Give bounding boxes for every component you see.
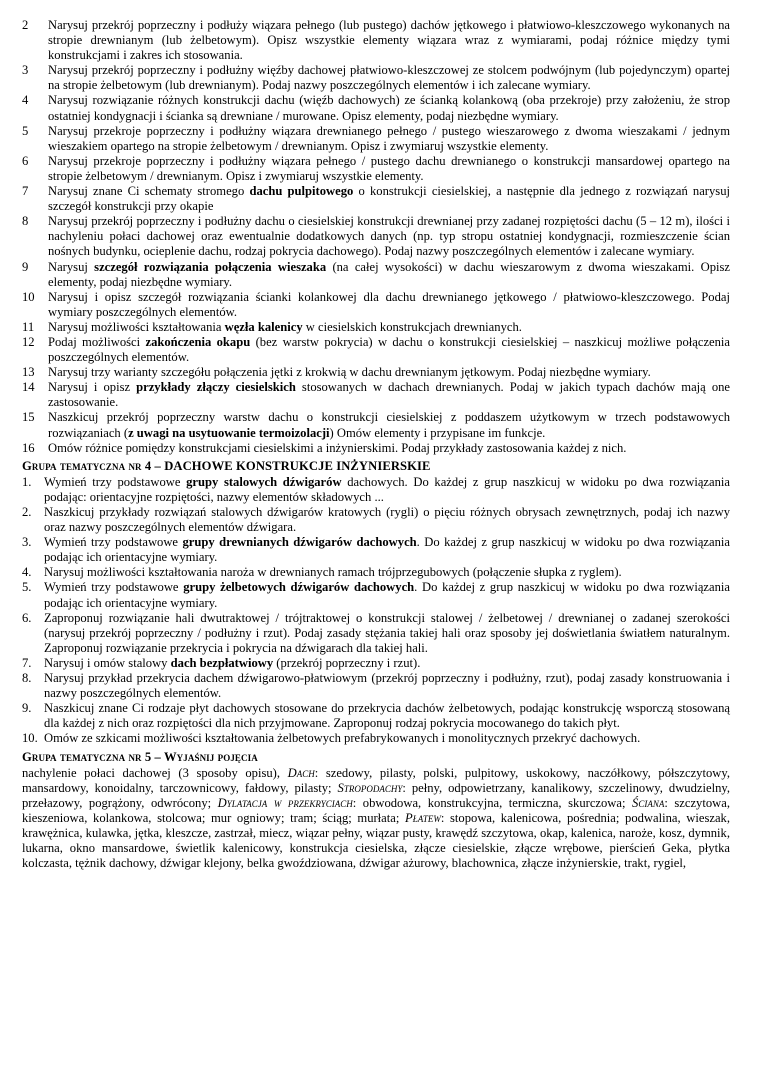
body-text: Narysuj przekrój poprzeczny i podłużny więźby dachowej płatwiowo-kleszczowej ze stolcem podwójnym (lub pojedynczym) opartej na stropie żelbetowym (lub drewnianym). Podaj nazwy poszczególnych elementów i ich zalecane wymiary. xyxy=(48,63,730,93)
emphasis-text: dachu pulpitowego xyxy=(249,184,354,199)
group4-heading xyxy=(22,459,730,474)
body-text: Naszkicuj przekrój poprzeczny warstw dachu o konstrukcji ciesielskiej z poddaszem użytkowym w trzech podstawowych rozwiązaniach ( xyxy=(48,410,730,440)
question-item xyxy=(22,93,730,123)
item-text xyxy=(48,154,730,184)
question-item xyxy=(22,410,730,440)
item-number: 3 xyxy=(22,63,29,78)
body-text: Narysuj i opisz xyxy=(48,380,137,395)
question-list-continued xyxy=(22,18,730,456)
body-text: Narysuj i omów stalowy xyxy=(44,655,171,670)
item-text xyxy=(44,505,730,535)
body-text: . Do każdej z grup naszkicuj w widoku po dwa rozwiązania podając ich orientacyjne wymiary. xyxy=(44,580,730,610)
body-text: Naszkicuj znane Ci rodzaje płyt dachowych stosowane do przekrycia dachów żelbetowych, podając konstrukcję wsporczą stosowaną dla każdej z nich oraz rozpiętości dla nich przyjmowane. Zaproponuj rodzaj pokrycia mocowanego do takich płyt. xyxy=(44,701,730,731)
item-number: 11 xyxy=(22,319,35,334)
body-text: stosowanych w dachach drewnianych. Podaj w jakich typach dachów mają one zastosowanie. xyxy=(48,380,731,410)
group4-question-item xyxy=(22,611,730,656)
question-item xyxy=(22,63,730,93)
body-text: Naszkicuj przykłady rozwiązań stalowych dźwigarów kratowych (rygli) o pięciu różnych obrysach zewnętrznych, podaj ich nazwy oraz nazwy poszczególnych elementów dźwigara. xyxy=(44,505,730,535)
item-number: 6. xyxy=(22,610,32,625)
emphasis-text: grupy stalowych dźwigarów xyxy=(186,474,342,489)
item-number: 16 xyxy=(22,440,35,455)
body-text: Narysuj przekroje poprzeczny i podłużny wiązara pełnego / pustego dachu drewnianego o konstrukcji mansardowej opartego na stropie żelbetowym / drewnianym. Opisz i zwymiaruj wszystkie elementy. xyxy=(48,153,730,183)
item-number: 15 xyxy=(22,410,35,425)
term-category-label: Dylatacja w przekryciach xyxy=(217,795,353,810)
body-text: dachowych. Do każdej z grup naszkicuj w widoku po dwa rozwiązania podając: orientacyjne rozpiętości, nazwy elementów składowych ... xyxy=(44,474,730,504)
item-number: 8 xyxy=(22,214,29,229)
emphasis-text: zakończenia okapu xyxy=(145,334,251,349)
item-text xyxy=(48,380,730,410)
item-number: 10 xyxy=(22,289,35,304)
question-item xyxy=(22,365,730,380)
question-item xyxy=(22,18,730,63)
group4-question-list xyxy=(22,475,730,747)
item-text xyxy=(48,214,730,259)
body-text: Narysuj możliwości kształtowania xyxy=(48,319,225,334)
item-text xyxy=(48,441,730,456)
body-text: Narysuj przykład przekrycia dachem dźwigarowo-płatwiowym (przekrój poprzeczny i podłużny, rzut), podaj zasady konstruowania i nazwy poszczególnych elementów. xyxy=(44,671,730,701)
body-text: Omów ze szkicami możliwości kształtowania żelbetowych prefabrykowanych i monolitycznych przekryć dachowych. xyxy=(44,731,641,746)
item-number: 4 xyxy=(22,93,29,108)
group5-heading-number: 5 xyxy=(144,749,152,764)
body-text: Narysuj trzy warianty szczegółu połączenia jętki z krokwią w dachu drewnianym jętkowym. Podaj niezbędne wymiary. xyxy=(48,365,651,380)
item-number: 7 xyxy=(22,184,29,199)
item-text xyxy=(44,671,730,701)
body-text: Narysuj możliwości kształtowania naroża w drewnianych ramach trójprzegubowych (połączenie słupka z ryglem). xyxy=(44,565,622,580)
group4-question-item xyxy=(22,505,730,535)
body-text: w ciesielskich konstrukcjach drewnianych. xyxy=(302,319,522,334)
item-number: 2 xyxy=(22,18,29,32)
group5-heading xyxy=(22,750,730,765)
item-text xyxy=(44,535,730,565)
item-number: 8. xyxy=(22,671,32,686)
item-number: 4. xyxy=(22,565,32,580)
body-text: (bez warstw pokrycia) w dachu o konstrukcji ciesielskiej – naszkicuj możliwe połączenia poszczególnych elementów. xyxy=(48,334,731,365)
item-text xyxy=(48,18,730,63)
item-number: 9. xyxy=(22,701,32,716)
question-item xyxy=(22,260,730,290)
emphasis-text: szczegół rozwiązania połączenia wieszaka xyxy=(94,259,327,274)
item-text xyxy=(44,701,730,731)
item-number: 5. xyxy=(22,580,32,595)
question-item xyxy=(22,320,730,335)
item-text xyxy=(44,731,730,746)
item-text xyxy=(48,184,730,214)
item-text xyxy=(48,93,730,123)
group4-question-item xyxy=(22,565,730,580)
body-text: Wymień trzy podstawowe xyxy=(44,535,183,550)
item-number: 7. xyxy=(22,655,32,670)
term-category-label: Stropodachy xyxy=(337,780,403,795)
item-text xyxy=(48,63,730,93)
question-item xyxy=(22,335,730,365)
body-text: : stopowa, kalenicowa, pośrednia; podwalina, wieszak, krawężnica, kulawka, jętka, kleszcze, zastrzał, miecz, wiązar pełny, wiązar pusty, krawędź szczytowa, okap, kalenica, naroże, kosz, dymnik, lukarna, okno mansardowe, świetlik kalenicowy, konstrukcja ciesielska, złącze ciesielskie, złącze wrębowe, pierścień Geka, płytka kolczasta, tężnik dachowy, dźwigar klejony, belka gwoździowana, dźwigar ażurowy, blachownica, złącze inżynierskie, trakt, rygiel, xyxy=(22,810,731,871)
question-item xyxy=(22,214,730,259)
body-text: Narysuj i opisz szczegół rozwiązania ścianki kolankowej dla dachu drewnianego jętkowego / płatwiowo-kleszczowego. Podaj wymiary poszczególnych elementów. xyxy=(48,289,730,319)
item-number: 10. xyxy=(22,731,38,746)
item-number: 13 xyxy=(22,365,35,380)
body-text: : szedowy, pilasty, polski, pulpitowy, uskokowy, naczółkowy, półszczytowy, mansardowy, konoidalny, tarczownicowy, fałdowy, pilasty; xyxy=(22,765,730,795)
item-number: 14 xyxy=(22,380,35,395)
group4-question-item xyxy=(22,671,730,701)
term-category-label: Dach xyxy=(287,765,315,780)
item-number: 12 xyxy=(22,334,35,349)
question-item xyxy=(22,184,730,214)
emphasis-text: przykłady złączy ciesielskich xyxy=(136,380,296,395)
question-item xyxy=(22,124,730,154)
group4-question-item xyxy=(22,475,730,505)
body-text: (przekrój poprzeczny i rzut). xyxy=(273,655,421,670)
body-text: Narysuj znane Ci schematy stromego xyxy=(48,184,250,199)
question-item xyxy=(22,380,730,410)
body-text: Podaj możliwości xyxy=(48,334,146,349)
emphasis-text: grupy żelbetowych dźwigarów dachowych xyxy=(183,580,415,595)
item-number: 2. xyxy=(22,505,32,519)
item-text xyxy=(48,410,730,440)
body-text: Narysuj xyxy=(48,259,95,274)
group4-heading-number: 4 xyxy=(144,458,152,473)
body-text: Omów różnice pomiędzy konstrukcjami ciesielskimi a inżynierskimi. Podaj przykłady zastosowania każdej z nich. xyxy=(48,440,627,455)
group5-heading-prefix: Grupa tematyczna nr xyxy=(22,749,145,764)
group4-heading-prefix: Grupa tematyczna nr xyxy=(22,458,145,473)
item-text xyxy=(48,260,730,290)
question-item xyxy=(22,290,730,320)
group4-question-item xyxy=(22,535,730,565)
item-number: 6 xyxy=(22,153,29,168)
item-text xyxy=(44,475,730,505)
item-number: 9 xyxy=(22,259,29,274)
term-category-label: Płatew xyxy=(405,810,441,825)
group4-question-item xyxy=(22,580,730,610)
body-text: o konstrukcji ciesielskiej, a następnie dla jednego z rozwiązań narysuj szczegół konstrukcji przy okapie xyxy=(48,184,730,214)
body-text: Narysuj rozwiązanie różnych konstrukcji dachu (więźb dachowych) ze ścianką kolankową (oba przekroje) przy założeniu, że strop ostatniej kondygnacji i ścianka są drewniane / murowane. Opisz elementy, podaj niezbędne wymiary. xyxy=(48,93,730,123)
item-text xyxy=(48,320,730,335)
item-text xyxy=(48,335,730,365)
emphasis-text: dach bezpłatwiowy xyxy=(170,655,274,670)
group4-question-item xyxy=(22,701,730,731)
body-text: (na całej wysokości) w dachu wieszarowym z dwoma wieszakami. Opisz elementy, podaj niezbędne wymiary. xyxy=(48,259,730,289)
body-text: Wymień trzy podstawowe xyxy=(44,580,184,595)
body-text: . Do każdej z grup naszkicuj w widoku po dwa rozwiązania podając ich orientacyjne wymiary. xyxy=(44,535,730,565)
body-text: Zaproponuj rozwiązanie hali dwutraktowej / trójtraktowej o konstrukcji stalowej / żelbetowej / drewnianej o zadanej szerokości (narysuj przekrój poprzeczny / podłużny i rzut). Podaj zasady stężania takiej hali oraz sposoby jej doświetlania światłem naturalnym. Zaproponuj rozwiązanie przekrycia i pokrycia na dźwigarach dla takiej hali. xyxy=(44,610,730,655)
item-number: 3. xyxy=(22,535,32,550)
question-item xyxy=(22,154,730,184)
item-text xyxy=(44,580,730,610)
group4-question-item xyxy=(22,731,730,746)
body-text: ) Omów elementy i przypisane im funkcje. xyxy=(329,425,546,440)
body-text: nachylenie połaci dachowej (3 sposoby opisu), xyxy=(22,765,288,780)
body-text: : pełny, odpowietrzany, kanalikowy, szczelinowy, dwudzielny, przełazowy, pogrążony, odwrócony; xyxy=(22,780,731,810)
group5-heading-title: – Wyjaśnij pojęcia xyxy=(151,749,258,764)
group4-question-item xyxy=(22,656,730,671)
body-text: Wymień trzy podstawowe xyxy=(44,474,187,489)
body-text: Narysuj przekrój poprzeczny i podłuży wiązara pełnego (lub pustego) dachów jętkowego i płatwiowo-kleszczowego wykonanych na stropie drewnianym (lub żelbetowym). Opisz wszystkie elementy wiązara wraz z wymiarami, podaj różnice między tymi konstrukcjami i zakres ich stosowania. xyxy=(48,18,730,63)
item-text xyxy=(48,365,730,380)
emphasis-text: węzła kalenicy xyxy=(224,319,303,334)
item-number: 5 xyxy=(22,123,29,138)
group4-heading-title: – DACHOWE KONSTRUKCJE INŻYNIERSKIE xyxy=(151,458,431,473)
emphasis-text: grupy drewnianych dźwigarów dachowych xyxy=(182,535,417,550)
item-number: 1. xyxy=(22,474,32,489)
item-text xyxy=(48,124,730,154)
body-text: : szczytowa, kieszeniowa, kolankowa, stolcowa; mur ogniowy; tram; ściąg; murłata; xyxy=(22,795,730,825)
term-category-label: Ściana xyxy=(632,795,665,810)
question-item xyxy=(22,441,730,456)
item-text xyxy=(44,565,730,580)
body-text: Narysuj przekroje poprzeczny i podłużny wiązara drewnianego pełnego / pustego wieszarowego z dwoma wieszakami / jednym wieszakiem opartego na stropie żelbetowym / drewnianym. Opisz i zwymiaruj wszystkie elementy. xyxy=(48,123,730,153)
body-text: : obwodowa, konstrukcyjna, termiczna, skurczowa; xyxy=(352,795,633,810)
group5-terms-paragraph xyxy=(22,766,730,872)
item-text xyxy=(48,290,730,320)
item-text xyxy=(44,656,730,671)
body-text: Narysuj przekrój poprzeczny i podłużny dachu o ciesielskiej konstrukcji drewnianej przy zadanej rozpiętości dachu (5 – 12 m), ilości i nachyleniu połaci dachowej oraz ewentualnie dodatkowych danych (np. typ stropu ostatniej kondygnacji, rozmieszczenie ścian nośnych budynku, ocieplenie dachu, rodzaj pokrycia dachowego). Podaj nazwy poszczególnych elementów i zalecane wymiary. xyxy=(48,214,730,259)
item-text xyxy=(44,611,730,656)
emphasis-text: z uwagi na usytuowanie termoizolacji xyxy=(128,425,330,440)
